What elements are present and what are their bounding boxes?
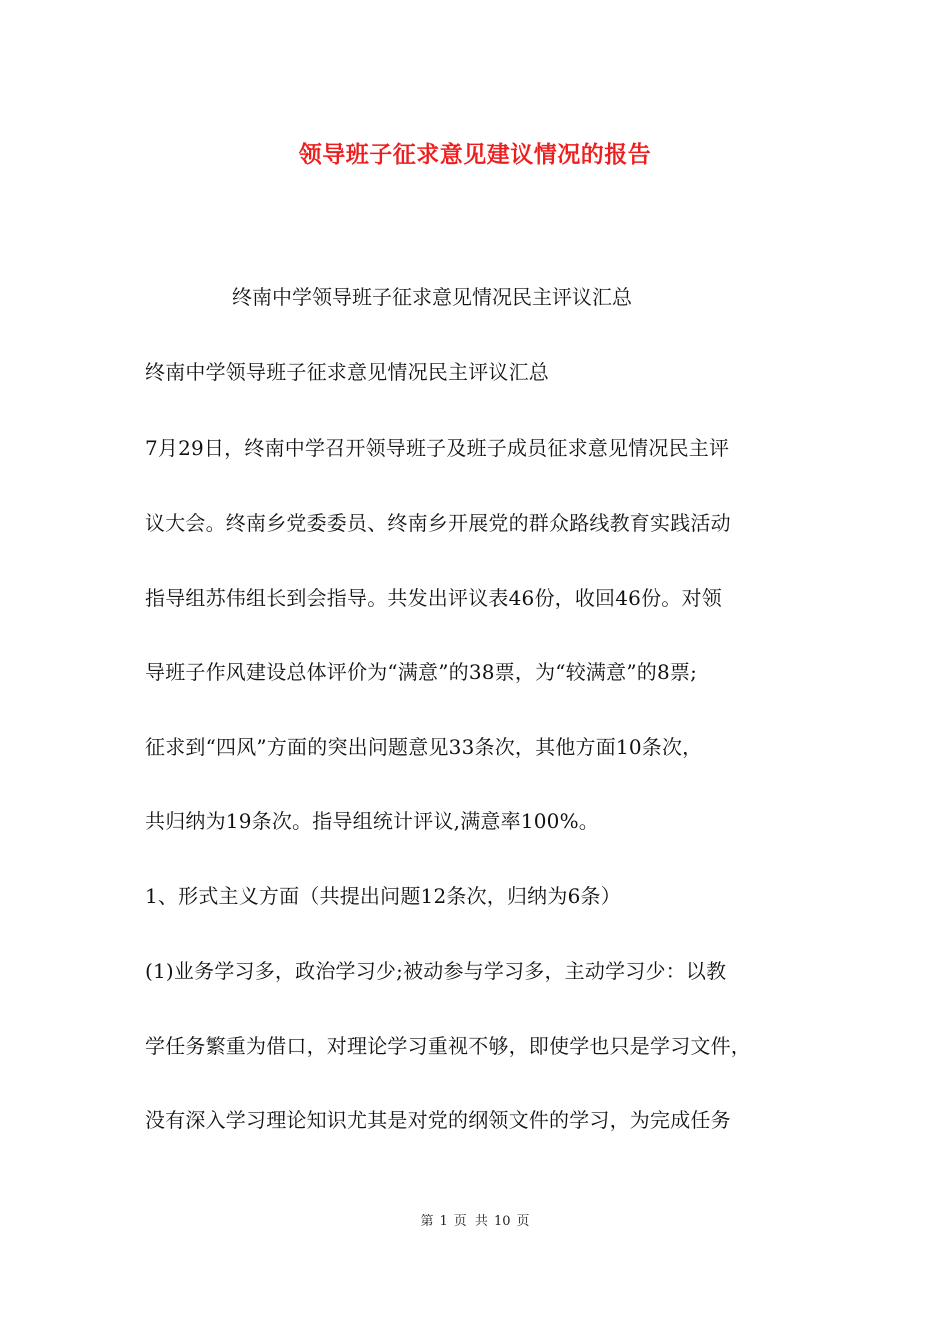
paragraph-line: 学任务繁重为借口，对理论学习重视不够，即使学也只是学习文件，	[145, 1034, 751, 1058]
document-subtitle: 终南中学领导班子征求意见情况民主评议汇总	[232, 285, 632, 309]
paragraph-line: 7月29日，终南中学召开领导班子及班子成员征求意见情况民主评	[145, 436, 730, 460]
page-footer	[0, 1210, 950, 1229]
paragraph-line: (1)业务学习多，政治学习少;被动参与学习多，主动学习少：以教	[145, 959, 727, 983]
paragraph-line: 终南中学领导班子征求意见情况民主评议汇总	[145, 360, 549, 384]
footer-total-pages: 10	[493, 1214, 511, 1229]
footer-suffix: 页	[516, 1214, 530, 1229]
paragraph-line: 导班子作风建设总体评价为“满意”的38票，为“较满意”的8票;	[145, 660, 698, 684]
document-title: 领导班子征求意见建议情况的报告	[298, 141, 652, 168]
paragraph-line: 指导组苏伟组长到会指导。共发出评议表46份，收回46份。对领	[145, 586, 722, 610]
paragraph-line: 征求到“四风”方面的突出问题意见33条次，其他方面10条次，	[145, 735, 703, 759]
footer-prefix: 第	[420, 1214, 434, 1229]
paragraph-line: 共归纳为19条次。指导组统计评议,满意率100%。	[145, 809, 599, 833]
footer-middle: 页 共	[453, 1214, 488, 1229]
footer-page-number: 1	[439, 1214, 448, 1229]
paragraph-line: 没有深入学习理论知识尤其是对党的纲领文件的学习，为完成任务	[145, 1108, 731, 1132]
paragraph-line: 议大会。终南乡党委委员、终南乡开展党的群众路线教育实践活动	[145, 511, 731, 535]
section-heading: 1、形式主义方面（共提出问题12条次，归纳为6条）	[145, 884, 621, 908]
